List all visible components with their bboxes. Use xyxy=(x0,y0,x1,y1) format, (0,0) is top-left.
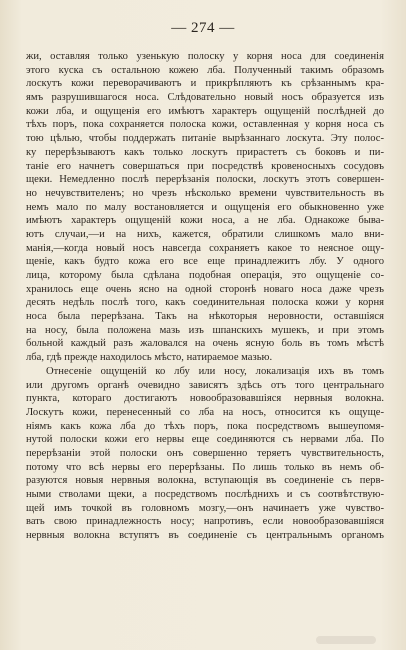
text-line: тою цѣлью, чтобы поддержать питаніе вырѣзаннаго лоскута. Эту полос- xyxy=(26,133,384,145)
text-line: лоскутъ кожи переворачиваютъ и прикрѣпляютъ къ срѣзаннымъ кра- xyxy=(26,78,384,90)
text-line: но нечувствителенъ; но чрезъ нѣсколько времени чувствительность въ xyxy=(26,187,384,199)
text-line: ніямъ какъ кожа лба до тѣхъ поръ, пока посредствомъ вышеупомя- xyxy=(26,420,384,432)
text-line: больной каждый разъ жаловался на очень ясную боль въ томъ мѣстѣ xyxy=(26,338,384,350)
text-line: нутой полоски кожи его нервы еще соединяются съ нервами лба. По xyxy=(26,434,384,446)
text-line: этого куска съ остальною кожею лба. Полученный такимъ образомъ xyxy=(26,64,384,76)
text-line: манія,—когда новый носъ навсегда сохраняетъ какое то неясное ощу- xyxy=(26,242,384,254)
text-line: щеки. Немедленно послѣ перерѣзанія полоски, лоскутъ этотъ совершен- xyxy=(26,174,384,186)
text-line: хранилось еще очень ясно на одной сторонѣ новаго носа даже чрезъ xyxy=(26,283,384,295)
text-line: ямъ разрушившагося носа. Слѣдовательно новый носъ образуется изъ xyxy=(26,92,384,104)
text-line: или другомъ органѣ очевидно зависятъ здѣсь отъ того центральнаго xyxy=(26,379,384,391)
text-line: нервныя волокна вступятъ въ соединеніе съ центральнымъ органомъ xyxy=(26,530,384,542)
text-line: Лоскутъ кожи, перенесенный со лба на носъ, относится къ ощуще- xyxy=(26,406,384,418)
text-line: щеніе, какъ будто кожа его все еще принадлежитъ лбу. У одного xyxy=(26,256,384,268)
text-line: тѣхъ поръ, пока сохраняется полоска кожи, оставленная у корня носа съ xyxy=(26,119,384,131)
text-line: щей имъ точкой въ головномъ мозгу,—онъ начинаетъ уже чувство- xyxy=(26,502,384,514)
text-line: разуются новыя нервныя волокна, вступающія въ соединеніе съ перв- xyxy=(26,475,384,487)
text-line: ютъ случаи,—и на нихъ, кажется, обратили слишкомъ мало вни- xyxy=(26,228,384,240)
text-line: лица, которому была сдѣлана подобная операція, это ощущеніе со- xyxy=(26,270,384,281)
text-line: на носу, была положена мазь изъ шпанскихъ мушекъ, и при этомъ xyxy=(26,324,384,336)
text-line-paragraph-end: лба, гдѣ прежде находилось мѣсто, натираемое мазью. xyxy=(26,352,273,364)
text-line: носа была перерѣзана. Такъ на нѣкоторыя неровности, оставшіяся xyxy=(26,311,384,323)
text-line: немъ мало по малу востановляется и ощущенія его обыкновенно уже xyxy=(26,201,384,213)
text-line: десять недѣль послѣ того, какъ соединительная полоска кожи у корня xyxy=(26,297,384,309)
body-text xyxy=(26,50,384,543)
text-line: перерѣзаніи этой полоски онъ совершенно теряетъ чувствительность, xyxy=(26,447,384,459)
text-line: пункта, котораго достигаютъ новообразовавшіяся нервныя волокна. xyxy=(26,393,384,405)
page-number: — 274 — xyxy=(171,20,235,36)
text-line: жи, оставляя только узенькую полоску у корня носа для соединенія xyxy=(26,51,384,62)
text-line-paragraph-start: Отнесеніе ощущеній ко лбу или носу, локализація ихъ въ томъ xyxy=(46,365,384,377)
text-line: таніе его начнетъ совершаться при посредствѣ кровеносныхъ сосудовъ xyxy=(26,160,384,172)
text-line: ными стволами щеки, а посредствомъ послѣднихъ и съ соотвѣтствую- xyxy=(26,489,384,500)
show-through-smudge xyxy=(316,636,376,644)
text-line: потому что всѣ нервы его перерѣзаны. По лишь только въ немъ об- xyxy=(26,461,384,473)
text-line: ку перерѣзываютъ какъ только лоскутъ прирастетъ съ боковъ и пи- xyxy=(26,146,384,158)
text-line: имѣютъ характеръ ощущеній кожи носа, а не лба. Однакоже быва- xyxy=(26,215,384,227)
text-line: кожи лба, и ощущенія его имѣютъ характеръ ощущеній послѣдней до xyxy=(26,105,384,117)
text-line: вать свою принадлежность носу; напротивъ, если новообразовавшіяся xyxy=(26,516,384,528)
